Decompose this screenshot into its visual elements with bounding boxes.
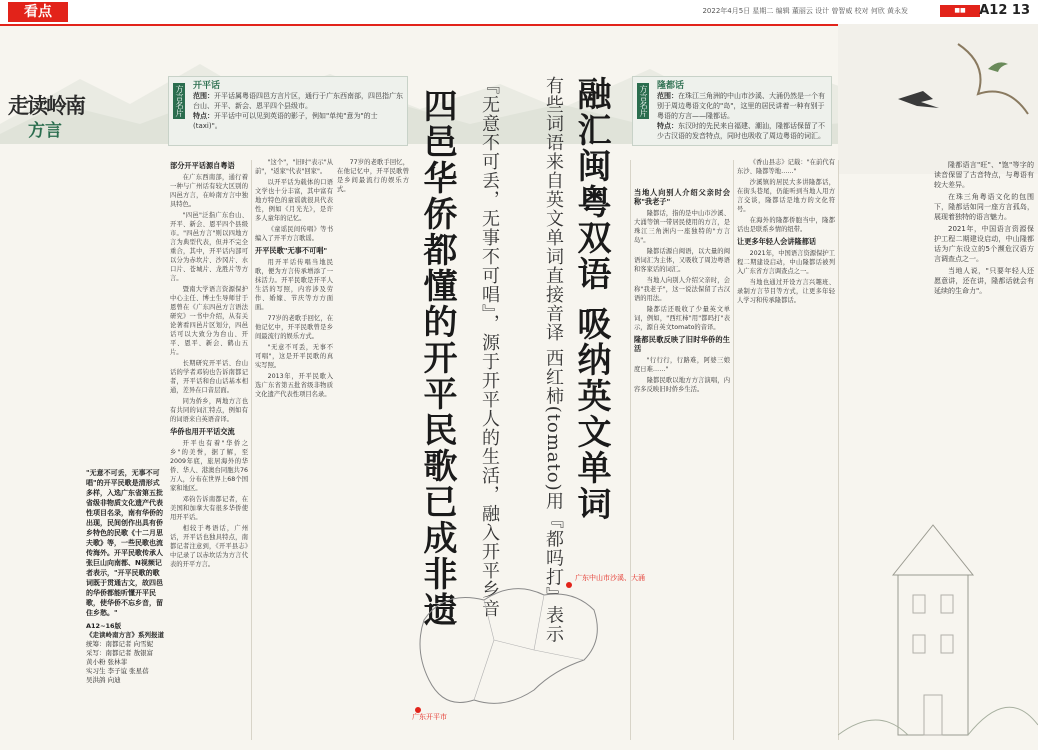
section-badge: 看点 xyxy=(8,2,68,22)
paragraph: 隆都话，指的是中山市沙溪、大涌等镇一带居民使用的方言，是珠江三角洲内一座独特的"方言岛"。 xyxy=(634,210,730,244)
paragraph: 当地也通过开设方言兴趣班、录制方言节目等方式，让更多年轻人学习和传承隆都话。 xyxy=(737,279,835,304)
watchtower-illustration xyxy=(838,485,1038,745)
paragraph: 用开平话传唱当地民歌，便为方言传承增添了一抹活力。开平民歌是开平人生活的写照，内容涉及劳作、婚嫁、节庆等方方面面。 xyxy=(255,259,333,311)
paragraph: 同为侨乡，两地方言也有共同的词汇特点，例如有的词语来自英语音译。 xyxy=(170,398,248,423)
credit-line: 统筹：南都记者 向雪妮 xyxy=(86,640,154,648)
longdu-dialect-card xyxy=(632,76,832,146)
paragraph: 当地人说，"只要年轻人还愿意讲，还在讲，隆都话就会有延续的生命力"。 xyxy=(934,267,1034,295)
sidebar-quote-block xyxy=(86,468,166,618)
paragraph: "行行行，行路难，阿婆三娘度日难……" xyxy=(634,357,730,373)
paragraph: 以开平话为载体的口语文学也十分丰富，其中富有地方特色的童谣就很具代表性，例如《月光光》，是许多人童年的记忆。 xyxy=(255,179,333,222)
section-heading: 让更多年轻人会讲隆都话 xyxy=(737,237,817,246)
card-tag: 方言名片 xyxy=(639,85,648,117)
paragraph: 开平也有着"华侨之乡"的美誉，据了解，至2009年底，旅居海外的华侨、华人、港澳台同胞共76万人，分布在世界上68个国家和地区。 xyxy=(170,440,248,492)
credit-line: 实习生 李子谊 张星蓓 xyxy=(86,667,149,675)
guangdong-map xyxy=(404,560,624,735)
column-logo-line1: 走读岭南 xyxy=(8,93,84,118)
series-credits xyxy=(86,622,166,685)
paragraph: 2013年，开平民歌入选广东省第五批省级非物质文化遗产代表性项目名录。 xyxy=(255,373,333,398)
article-column-1 xyxy=(170,158,248,738)
card-range: 范围：开平话属粤语四邑方言片区，通行于广东西南部，四邑指广东台山、开平、新会、恩平四个县级市。 xyxy=(193,92,403,110)
series-id: A12~16版 xyxy=(86,622,122,630)
article-column-5 xyxy=(934,160,1034,480)
kaiping-dialect-card xyxy=(168,76,408,146)
section-heading: 开平民歌"无事不可唱" xyxy=(255,246,328,255)
column-logo-line2: 方言 xyxy=(28,121,62,141)
page-header xyxy=(0,0,1038,26)
map-label-kaiping: 广东开平市 xyxy=(412,713,447,721)
card-title: 隆都话 xyxy=(657,81,685,91)
divider xyxy=(630,160,631,740)
paragraph: 暨南大学语言资源保护中心主任、博士生导师甘于恩曾在《广东四邑方言语法研究》一书中介绍，从有关论著看四邑片区划分，四邑话可以大致分为台山、开平、恩平、新会、鹤山五片。 xyxy=(170,286,248,356)
paragraph: "四邑"泛指广东台山、开平、新会、恩平四个县级市。"四邑方言"则以四地方言为典型代表，但并不完全重合，其中，开平话内部可以分为赤坎片、沙冈片、水口片、苍城片、龙胜片等方言。 xyxy=(170,212,248,282)
paragraph: "这个"，"旧时"表示"从前"，"返家"代表"回家"。 xyxy=(255,159,333,175)
card-feature: 特点：开平话中可以见到英语的影子，例如"单纯"意为"的士(taxi)"。 xyxy=(193,112,378,130)
paragraph: 相较于粤语话，广州话，开平话也独具特点，南都记者注意到，《开平县志》中记录了以赤坎话为方言代表的开平方言。 xyxy=(170,525,248,568)
card-title: 开平话 xyxy=(193,81,221,91)
paragraph: 隆都民歌以地方方言演唱，内容多反映旧时侨乡生活。 xyxy=(634,377,730,393)
subheadline-kaiping: 『无意不可丢，无事不可唱』，源于开平人的生活，融入开平乡音 xyxy=(479,76,500,618)
paragraph: 隆都语言"旺"、"饱"等字的读音保留了古音特点，与粤语有较大差异。 xyxy=(934,161,1034,189)
paragraph: 77岁的老歌手回忆，在他记忆中，开平民歌曾是乡间最流行的娱乐方式。 xyxy=(337,159,409,193)
paragraph: "无意不可丢，无事不可唱"，这是开平民歌的真实写照。 xyxy=(255,344,333,369)
credit-line: 吴洪鸽 向迪 xyxy=(86,676,121,684)
paragraph: 长期研究开平话、台山话的学者邓钧也告诉南都记者，开平话和台山话基本相通，差异在口音层面。 xyxy=(170,360,248,394)
credit-line: 黄小粉 张林菲 xyxy=(86,658,128,666)
paragraph: 当地人向别人介绍父亲时，会称"我老子"，这一说法保留了古汉语的用法。 xyxy=(634,277,730,302)
subheadline-longdu: 有些词语来自英文单词直接音译 西红柿(tomato)用『都吗打』表示 xyxy=(543,76,564,644)
article-column-2 xyxy=(255,158,333,553)
paragraph: 《童谣民间传唱》等书编入了开平方言歌谣。 xyxy=(255,226,333,242)
paragraph: 隆都话源自闽语，以大量的闽语词汇为主体，又吸收了周边粤语和客家话的词汇。 xyxy=(634,248,730,273)
section-heading: 华侨也用开平话交流 xyxy=(170,427,235,436)
divider xyxy=(251,160,252,740)
headline-kaiping: 四邑华侨都懂的开平民歌已成非遗 xyxy=(417,88,457,628)
article-column-2b xyxy=(337,158,409,553)
paragraph: 在珠三角粤语文化的包围下，隆都话如同一座方言孤岛，展现着独特的语言魅力。 xyxy=(934,193,1034,221)
section-heading: 隆都民歌反映了旧时华侨的生活 xyxy=(634,335,730,353)
map-label-shaxi: 广东中山市沙溪、大涌 xyxy=(575,574,645,582)
paragraph: 77岁的老歌手回忆，在他记忆中，开平民歌曾是乡间最流行的娱乐方式。 xyxy=(255,315,333,340)
paragraph: 在广东西南部，通行着一种与广州话有较大区别的四邑方言，在岭南方言中独具特色。 xyxy=(170,174,248,208)
page-number: A12 13 xyxy=(979,3,1030,18)
paragraph: 隆都话还吸收了少量英文单词，例如，"西红柿"用"都吗打"表示，源自英文tomato的音译。 xyxy=(634,306,730,331)
card-tag: 方言名片 xyxy=(175,85,184,117)
column-logo xyxy=(8,90,98,170)
paragraph: 《香山县志》记载："在前代有东沙、隆都等地……" xyxy=(737,159,835,175)
article-column-3 xyxy=(634,185,730,745)
article-column-4 xyxy=(737,158,835,588)
paragraph: 沙溪镇的居民大多讲隆都话，在街头巷尾，仍能听到当地人用方言交谈，隆都话是地方的文化符号。 xyxy=(737,179,835,213)
digital-edition-badge: ■■ xyxy=(940,5,980,17)
paragraph: 邓钧告诉南都记者，在美国和加拿大有很多华侨使用开平话。 xyxy=(170,496,248,521)
paragraph: 在海外的隆都侨胞当中，隆都话也是联系乡情的纽带。 xyxy=(737,217,835,233)
pull-quote: "无意不可丢，无事不可唱"的开平民歌是清形式多样，入选广东省第五批省级非物质文化遗产代表性项目名录，南有华侨的出现，民间创作出具有侨乡特色的民歌《十二月思夫歌》等，一些民歌也流传海外。开平民歌传承人张巨山向南都、N视频记者表示，"开平民歌的歌词既于贯通古文，故四邑的华侨都能听懂开平民歌，使华侨不忘乡音，留住乡愁。" xyxy=(86,469,163,617)
divider xyxy=(733,160,734,740)
section-heading: 当地人向别人介绍父亲时会称"我老子" xyxy=(634,188,730,206)
credit-line: 采写：南都记者 敖银富 xyxy=(86,649,154,657)
card-range: 范围：在珠江三角洲的中山市沙溪、大涌仍然是一个有别于周边粤语文化的"岛"，这里的居民讲着一种有别于粤语的方言——隆都话。 xyxy=(657,92,825,120)
issue-meta: 2022年4月5日 星期二 编辑 董丽云 设计 曾智威 校对 何欣 黄永发 xyxy=(702,7,908,15)
section-heading: 部分开平话源自粤语 xyxy=(170,161,235,170)
paragraph: 2021年，中国语言资源保护工程二期建设启动，中山隆都话为广东设立的5个濒危汉语方言调查点之一。 xyxy=(934,225,1034,263)
series-title: 《走读岭南方言》系列报道 xyxy=(86,631,164,639)
headline-longdu: 融汇闽粤双语 吸纳英文单词 xyxy=(571,76,611,522)
bird-photo xyxy=(838,24,1038,174)
paragraph: 2021年，中国语言资源保护工程二期建设启动，中山隆都话被列入广东省方言调查点之一。 xyxy=(737,250,835,275)
card-feature: 特点：东汉时的先民来自福建、潮汕，隆都话保留了不少古汉语的发音特点，同时也吸收了周边粤语的词汇。 xyxy=(657,122,825,140)
